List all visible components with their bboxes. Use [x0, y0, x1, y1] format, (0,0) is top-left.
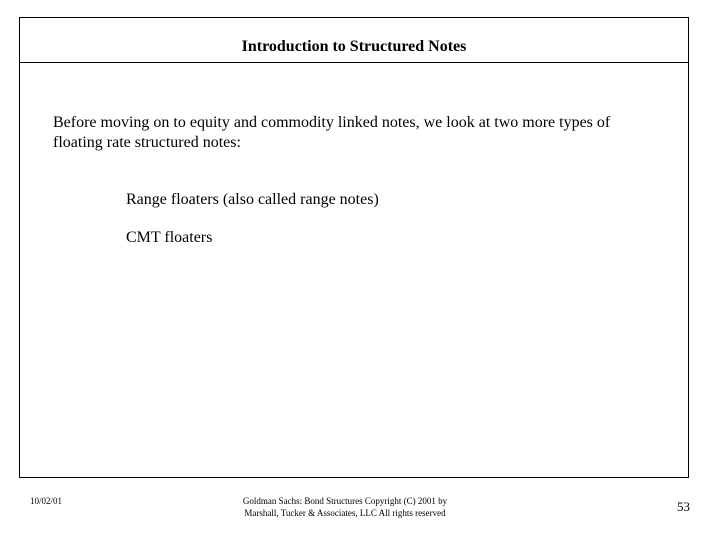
footer-copyright: Goldman Sachs: Bond Structures Copyright (C) 2001 by Marshall, Tucker & Associates, LLC All rights reserved	[242, 496, 448, 518]
page-number: 53	[677, 499, 690, 514]
title-divider	[20, 62, 688, 63]
intro-paragraph: Before moving on to equity and commodity linked notes, we look at two more types of floating rate structured notes:	[53, 114, 611, 151]
bullet-range-floaters: Range floaters (also called range notes)	[126, 191, 379, 208]
footer-date: 10/02/01	[30, 496, 63, 506]
slide-frame	[19, 17, 689, 478]
bullet-cmt-floaters: CMT floaters	[126, 229, 213, 246]
slide-title: Introduction to Structured Notes	[241, 38, 467, 55]
